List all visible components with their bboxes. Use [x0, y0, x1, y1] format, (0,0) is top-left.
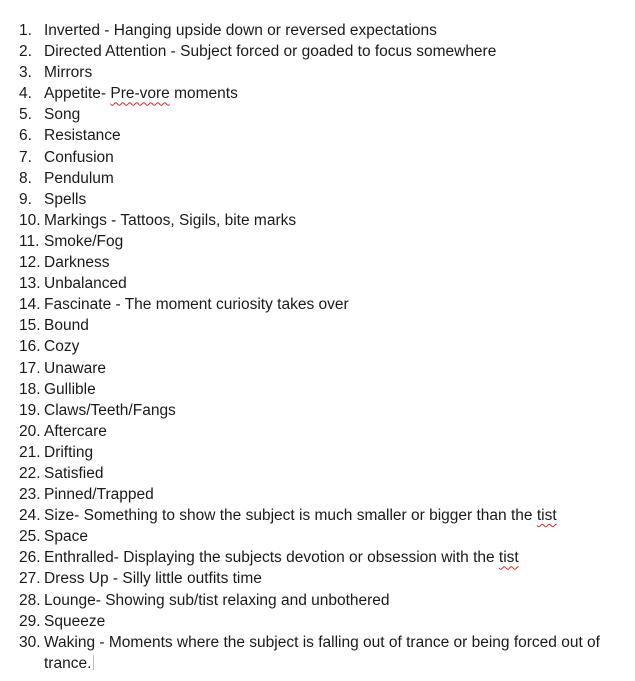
list-item-text: Spells: [44, 190, 87, 208]
list-item: [0, 400, 635, 421]
list-item-text: Fascinate - The moment curiosity takes over: [44, 296, 349, 314]
list-item: [0, 273, 635, 294]
list-number: 12.: [19, 254, 41, 272]
list-item-text: Resistance: [44, 127, 121, 145]
list-number: 20.: [19, 422, 41, 440]
spellcheck-flagged-word[interactable]: tist: [498, 549, 519, 567]
list-number: 8.: [19, 169, 32, 187]
list-item-text: [44, 549, 519, 566]
list-item: [0, 632, 635, 674]
list-item-text: Markings - Tattoos, Sigils, bite marks: [44, 211, 297, 229]
list-number: 14.: [19, 296, 41, 314]
list-number: 2.: [19, 43, 32, 61]
list-item: [0, 526, 635, 547]
list-item-text: [44, 85, 238, 102]
list-number: 30.: [19, 633, 41, 651]
list-number: 16.: [19, 338, 41, 356]
list-item-text: Unaware: [44, 359, 107, 377]
list-number: 27.: [19, 570, 41, 588]
list-item: [0, 315, 635, 336]
list-number: 13.: [19, 275, 41, 293]
list-number: 18.: [19, 380, 41, 398]
list-item: [0, 125, 635, 146]
list-item: [0, 210, 635, 231]
list-item: [0, 83, 635, 104]
list-item-text: Drifting: [44, 443, 94, 461]
spellcheck-flagged-word[interactable]: tist: [536, 507, 557, 525]
list-item-text: Space: [44, 528, 88, 546]
list-number: 24.: [19, 507, 41, 525]
list-item-text: Darkness: [44, 254, 110, 272]
list-item-text: Inverted - Hanging upside down or reversed expectations: [44, 22, 437, 39]
list-item-text-start: Size- Something to show the subject is much smaller or bigger than the: [44, 507, 537, 525]
list-number: 23.: [19, 486, 41, 504]
list-item-text: Cozy: [44, 338, 80, 356]
list-item-text: Mirrors: [44, 64, 93, 82]
list-number: 3.: [19, 64, 32, 82]
list-item: [0, 421, 635, 442]
list-item: [0, 62, 635, 83]
list-item: [0, 611, 635, 632]
list-item: [0, 442, 635, 463]
list-item: [0, 505, 635, 526]
list-item-text: Lounge- Showing sub/tist relaxing and unbothered: [44, 591, 390, 609]
list-item: [0, 231, 635, 252]
list-item-text: [44, 507, 557, 524]
list-item: [0, 590, 635, 611]
list-item-text: Dress Up - Silly little outfits time: [44, 570, 262, 588]
list-item: [0, 168, 635, 189]
list-number: 10.: [19, 211, 41, 229]
list-item: [0, 463, 635, 484]
list-number: 21.: [19, 443, 41, 461]
list-number: 17.: [19, 359, 41, 377]
list-number: 19.: [19, 401, 41, 419]
list-item-text: Directed Attention - Subject forced or goaded to focus somewhere: [44, 43, 497, 61]
list-item: [0, 358, 635, 379]
spellcheck-flagged-word[interactable]: Pre-vore: [110, 85, 170, 103]
list-item-text: Waking - Moments where the subject is falling out of trance or being forced out of trance.: [44, 633, 600, 672]
list-item: [0, 147, 635, 168]
list-item-text-start: Enthralled- Displaying the subjects devotion or obsession with the: [44, 549, 499, 567]
list-item: [0, 104, 635, 125]
list-item: [0, 379, 635, 400]
list-item: [0, 294, 635, 315]
list-number: 1.: [19, 22, 32, 39]
list-item-text: Pinned/Trapped: [44, 486, 154, 504]
list-item-text: Song: [44, 106, 81, 124]
list-item-text-start: Appetite-: [44, 85, 111, 103]
list-item-text-end: moments: [169, 85, 238, 103]
list-item-text: Smoke/Fog: [44, 232, 124, 250]
list-item-text: Squeeze: [44, 612, 106, 630]
list-item: [0, 484, 635, 505]
list-number: 15.: [19, 317, 41, 335]
list-item-text: Bound: [44, 317, 89, 335]
list-number: 4.: [19, 85, 32, 103]
list-number: 25.: [19, 528, 41, 546]
list-number: 22.: [19, 464, 41, 482]
numbered-list: [0, 20, 635, 674]
list-item: [0, 568, 635, 589]
list-number: 28.: [19, 591, 41, 609]
list-item-text: Confusion: [44, 148, 114, 166]
list-item: [0, 252, 635, 273]
list-item-text: Gullible: [44, 380, 96, 398]
list-number: 6.: [19, 127, 32, 145]
list-item: [0, 547, 635, 568]
list-item-text: Satisfied: [44, 464, 104, 482]
list-number: 29.: [19, 612, 41, 630]
list-item: [0, 41, 635, 62]
list-item-text: Unbalanced: [44, 275, 127, 293]
list-item: [0, 20, 635, 41]
list-item: [0, 189, 635, 210]
list-number: 26.: [19, 549, 41, 567]
list-number: 5.: [19, 106, 32, 124]
list-item-text: Claws/Teeth/Fangs: [44, 401, 176, 419]
list-number: 9.: [19, 190, 32, 208]
text-cursor: [93, 655, 94, 670]
list-number: 7.: [19, 148, 32, 166]
list-item: [0, 336, 635, 357]
list-number: 11.: [19, 232, 40, 250]
list-item-text: Aftercare: [44, 422, 107, 440]
list-item-text: Pendulum: [44, 169, 114, 187]
